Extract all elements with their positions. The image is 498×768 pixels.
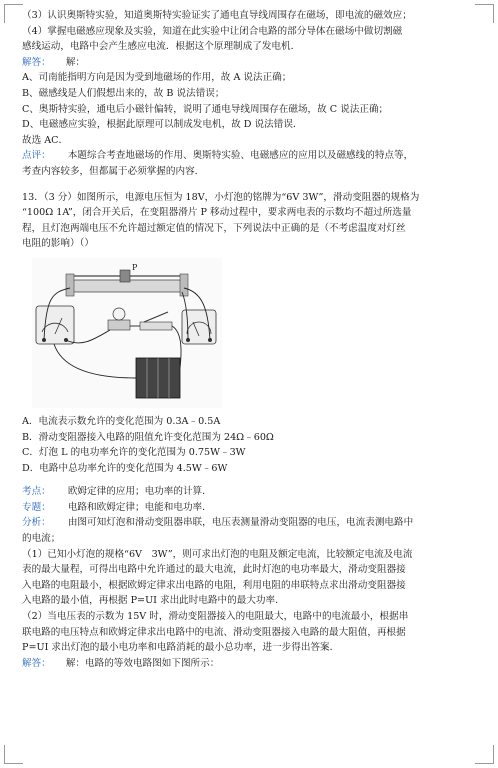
analysis-part-1: 表的最大量程，可得出电路中允许通过的最大电流，此时灯泡的电功率最大，滑动变阻器接 xyxy=(22,564,406,576)
analysis-part-1: 入电路的电阻最小，根据欧姆定律求出电路的电阻，利用电阻的串联特点求出滑动变阻器接 xyxy=(22,579,406,591)
review-text: 本题综合考查地磁场的作用、奥斯特实验、电磁感应的应用以及磁感线的特点等， xyxy=(67,150,414,162)
question-13-stem: “100Ω 1A”，闭合开关后，在变阻器滑片 P 移动过程中，要求两电表的示数均不超过所选量 xyxy=(22,207,412,219)
review-label: 点评： xyxy=(22,150,51,162)
zhuanti-text: 电路和欧姆定律；电能和电功率． xyxy=(67,501,212,513)
answer-heading xyxy=(22,55,478,71)
page-corner-mark xyxy=(4,745,23,764)
kaodian-line xyxy=(22,484,478,500)
option-a: A．电流表示数允许的变化范围为 0.3A﹣0.5A xyxy=(22,415,221,427)
document-page xyxy=(22,8,478,671)
jieda-label: 解答： xyxy=(22,657,51,669)
analysis-part-2: P=UI 求出灯泡的最小电功率和电路消耗的最小总功率，进一步得出答案． xyxy=(22,642,340,654)
review-line xyxy=(22,148,478,164)
slider-label-p: P xyxy=(132,262,138,272)
analysis-part-2: （2）当电压表的示数为 15V 时，滑动变阻器接入的电阻最大，电路中的电流最小，根据串 xyxy=(22,611,409,623)
answer-option-d: D、电磁感应实验，根据此原理可以制成发电机，故 D 说法错误． xyxy=(22,119,303,131)
fenxi-text: 由图可知灯泡和滑动变阻器串联，电压表测量滑动变阻器的电压，电流表测电路中 xyxy=(67,517,414,529)
answer-label: 解答： xyxy=(22,56,51,68)
question-13-stem: 程，且灯泡两端电压不允许超过额定值的情况下，下列说法中正确的是（不考虑温度对灯丝 xyxy=(22,222,406,234)
fenxi-label: 分析： xyxy=(22,517,51,529)
page-corner-mark xyxy=(4,4,23,23)
jieda-line xyxy=(22,656,478,672)
text-line: （4）掌握电磁感应现象及实验，知道在此实验中让闭合电路的部分导体在磁场中做切割磁 xyxy=(22,25,403,37)
answer-option-a: A、司南能指明方向是因为受到地磁场的作用，故 A 说法正确； xyxy=(22,72,292,84)
text-line: 的电流； xyxy=(22,533,61,545)
fenxi-line xyxy=(22,515,478,531)
option-c: C．灯泡 L 的电功率允许的变化范围为 0.75W﹣3W xyxy=(22,447,246,459)
question-13-stem: 13．（3 分）如图所示，电源电压恒为 18V，小灯泡的铭牌为“6V 3W”，滑动变阻器的规格为 xyxy=(22,191,420,203)
analysis-part-2: 联电路的电压特点和欧姆定律求出电路中的电流、滑动变阻器接入电路的最大阻值，再根据 xyxy=(22,626,406,638)
ammeter-icon xyxy=(36,306,74,344)
option-b: B．滑动变阻器接入电路的阻值允许变化范围为 24Ω﹣60Ω xyxy=(22,431,274,443)
answer-option-b: B、磁感线是人们假想出来的，故 B 说法错误； xyxy=(22,87,225,99)
circuit-illustration xyxy=(32,258,222,408)
answer-option-c: C、奥斯特实验，通电后小磁针偏转，说明了通电导线周围存在磁场，故 C 说法正确； xyxy=(22,103,389,115)
page-corner-mark xyxy=(475,745,494,764)
zhuanti-line xyxy=(22,500,478,516)
analysis-part-1: （1）已知小灯泡的规格“6V 3W”，则可求出灯泡的电阻及额定电流，比较额定电流及电流 xyxy=(22,548,413,560)
answer-text: 解： xyxy=(65,56,86,68)
zhuanti-label: 专题： xyxy=(22,501,51,513)
text-line: 感线运动，电路中会产生感应电流．根据这个原理制成了发电机． xyxy=(22,41,301,53)
battery-icon xyxy=(136,358,180,398)
circuit-photo xyxy=(32,258,222,408)
question-13-stem: 电阻的影响）（） xyxy=(22,238,94,250)
jieda-text: 解：电路的等效电路图如下图所示： xyxy=(65,657,220,669)
analysis-part-1: 入电路的最小值，再根据 P=UI 求出此时电路中的最大功率． xyxy=(22,595,285,607)
conclusion: 故选 AC． xyxy=(22,134,69,146)
option-d: D．电路中总功率允许的变化范围为 4.5W﹣6W xyxy=(22,462,228,474)
text-line: （3）认识奥斯特实验，知道奥斯特实验证实了通电直导线周围存在磁场，即电流的磁效应； xyxy=(22,10,412,21)
kaodian-label: 考点： xyxy=(22,486,51,498)
kaodian-text: 欧姆定律的应用；电功率的计算． xyxy=(67,486,212,498)
text-line: 考查内容较多，但都属于必须掌握的内容． xyxy=(22,165,205,177)
